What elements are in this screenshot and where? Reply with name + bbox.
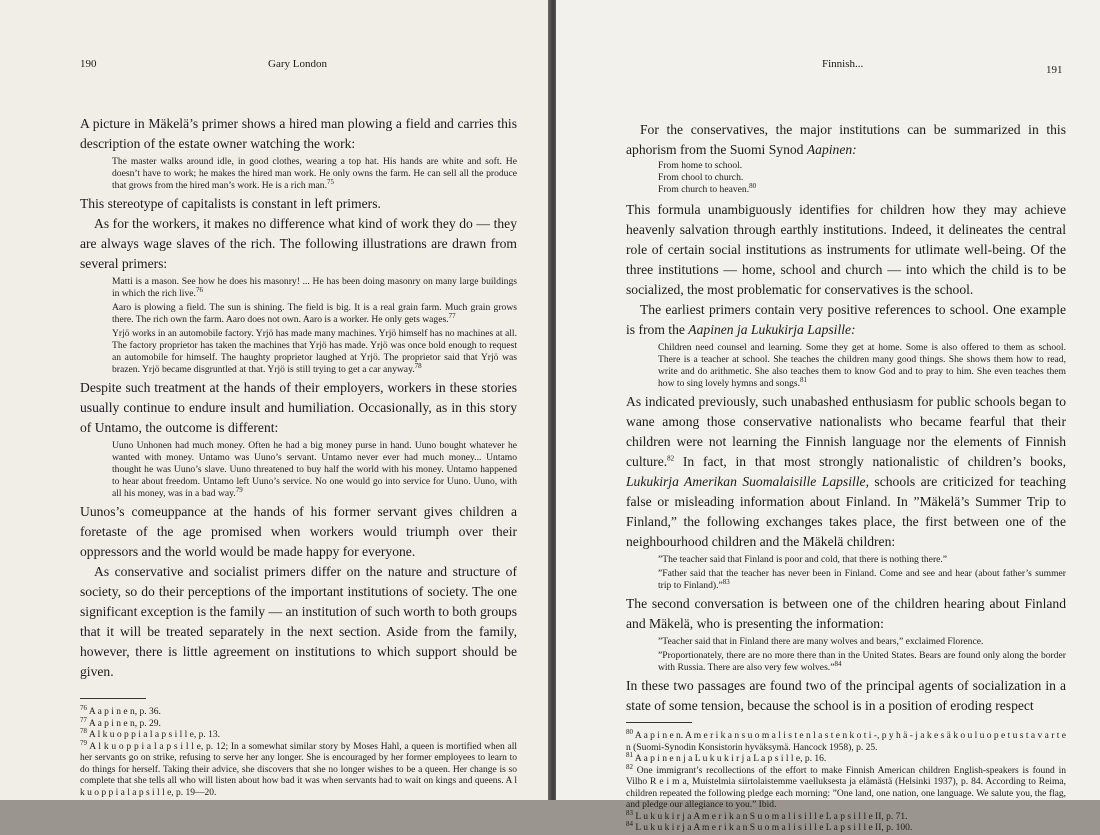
paragraph: This formula unambiguously identifies for children how they may achieve heavenly salvation through earthly institutions. Indeed, it delineates the central role of certain social institutions as instruments for utlimate well-being. Of the three institutions — home, school and church — into which the child is to be socialized, the most problematic for conservatives is the school. xyxy=(626,202,1066,297)
running-head: Finnish... xyxy=(822,58,864,70)
paragraph: Uunos’s comeuppance at the hands of his former servant gives children a foretaste of the age promised when workers would triumph over their oppressors and the world would be made happy for everyone. xyxy=(80,504,517,559)
footnote: $^{81}$ A a p i n e n j a L u k u k i r j a L a p s i l l e, p. 16. xyxy=(626,750,827,764)
paragraph: As conservative and socialist primers differ on the nature and structure of society, so do their perceptions of the important institutions of society. The one significant exception is the family — an institution of such worth to both groups that it will be treated separately in the next section. Aside from the family, however, there is little agreement on institutions to which support should be given. xyxy=(80,564,517,679)
footnote: $^{79}$ A l k u o p p i a l a p s i l l e, p. 12; In a somewhat similar story by Moses Hahl, a queen is mortified when all her servants go on strike, refusing to serve her any longer. She is encouraged by her former employees to learn to do things for herself. Taking their advice, she discovers that she no longer wishes to be a queen. Her change is so complete that she tells all who will listen about how bad it was when servants had to wait on kings and queens. A l k u o p p i a l a p s i l l e, p. 19—20. xyxy=(80,738,517,798)
page-number: 190 xyxy=(80,58,97,70)
note-ref: 81 xyxy=(800,375,808,384)
block-quote: Children need counsel and learning. Some they get at home. Some is also offered to them as school. There is a teacher at school. She teaches the children many good things. She shows them how to read, write and do arithmetic. She also teaches them to know God and to pray to him. She even teaches them how to sing lovely hymns and songs.$^{81}$ xyxy=(658,342,1066,389)
block-quote: The master walks around idle, in good clothes, wearing a top hat. His hands are white and soft. He doesn’t have to work; he makes the hired man work. He only owns the farm. He can sell all the produce that grows from the hired man’s work. He is a rich man.$^{75}$ xyxy=(112,156,517,191)
note-ref: 83 xyxy=(722,577,730,586)
running-head: Gary London xyxy=(268,58,327,70)
paragraph: The second conversation is between one of the children hearing about Finland and Mäkelä, who is presenting the information: xyxy=(626,596,1066,631)
block-quote: ”Father said that the teacher has never been in Finland. Come and see and hear (about father’s summer trip to Finland).”$^{83}$ xyxy=(658,568,1066,591)
block-quote: Matti is a mason. See how he does his masonry! ... He has been doing masonry on many large buildings in which the rich live.$^{76}$ xyxy=(112,276,517,299)
block-quote: Aaro is plowing a field. The sun is shining. The field is big. It is a real grain farm. Much grain grows there. The rich own the farm. Aaro does not own. Aaro is a worker. He only gets wages.$^{77}$ xyxy=(112,302,517,325)
footnote-rule xyxy=(80,698,146,699)
right-body xyxy=(626,120,1066,835)
note-ref: 79 xyxy=(235,485,243,494)
page-number: 191 xyxy=(1046,64,1063,76)
paragraph: Despite such treatment at the hands of their employers, workers in these stories usually continue to endure insult and humiliation. Occasionally, as in this story of Untamo, the outcome is different: xyxy=(80,380,517,435)
quote-line: From home to school. xyxy=(658,160,743,171)
left-page xyxy=(0,0,550,800)
footnote: $^{84}$ L u k u k i r j a A m e r i k a n S u o m a l i s i l l e L a p s i l l e II, p. 100. xyxy=(626,819,913,833)
quote-line: From church to heaven.$^{80}$ xyxy=(658,181,757,195)
paragraph: As indicated previously, such unabashed enthusiasm for public schools began to wane among those conservative nationalists who became fearful that their children were not learning the Finnish language nor the elements of Finnish culture.$^{82}$ In fact, in that most strongly nationalistic of children’s books, Lukukirja Amerikan Suomalaisille Lapsille, schools are criticized for teaching false or misleading information about Finland. In ”Mäkelä’s Summer Trip to Finland,” the following exchanges takes place, the first between one of the neighbourhood children and the Mäkelä children: xyxy=(626,394,1067,549)
paragraph: This stereotype of capitalists is constant in left primers. xyxy=(80,196,381,211)
note-ref: 76 xyxy=(195,285,203,294)
block-quote: ”Teacher said that in Finland there are many wolves and bears,” exclaimed Florence. xyxy=(658,636,984,647)
footnote: $^{78}$ A l k u o p p i a l a p s i l l e, p. 13. xyxy=(80,726,221,740)
note-ref: 84 xyxy=(834,659,842,668)
footnote: $^{82}$ One immigrant’s recollections of the effort to make Finnish American children English-speakers is found in Vilho R e i m a, Muistelmia siirtolaistemme vaelluksesta ja elämästä (Helsinki 1937), p. 84. According to Reima, children repeated the following pledge each morning: ”One land, one nation, one language. We salute you, the flag, and pledge our allegiance to you.” Ibid. xyxy=(626,762,1066,810)
left-body xyxy=(80,114,517,799)
footnote: $^{83}$ L u k u k i r j a A m e r i k a n S u o m a l i s i l l e L a p s i l l e II, p. 71. xyxy=(626,808,908,822)
paragraph: For the conservatives, the major institutions can be summarized in this aphorism from the Suomi Synod Aapinen: xyxy=(626,122,1066,157)
right-page xyxy=(556,0,1100,833)
block-quote: ”Proportionately, there are no more there than in the United States. Bears are found only along the border with Russia. There are also very few wolves.”$^{84}$ xyxy=(658,650,1066,673)
footnote: $^{80}$ A a p i n e n. A m e r i k a n s u o m a l i s t e n l a s t e n k o t i -, p y h ä - j a k e s ä k o u l u o p e t u s t a v a r t e n (Suomi-Synodin Konsistorin hyväksymä. Hancock 1958), p. 25. xyxy=(626,727,1066,753)
block-quote: ”The teacher said that Finland is poor and cold, that there is nothing there.” xyxy=(658,554,948,565)
block-quote: Uuno Unhonen had much money. Often he had a big money purse in hand. Uuno bought whatever he wanted with money. Untamo was Uuno’s servant. Untamo never ever had much money... Untamo thought he was Uuno’s slave. Uuno threatened to buy half the world with his money. Untamo happened to hear about freedom. Untamo left Uuno’s service. No one would go into service for Uuno. Uuno, with all his money, was in a bad way.$^{79}$ xyxy=(112,440,517,499)
quote-line: From chool to church. xyxy=(658,172,744,183)
note-ref: 77 xyxy=(448,311,456,320)
note-ref: 78 xyxy=(414,361,422,370)
block-quote: Yrjö works in an automobile factory. Yrjö has made many machines. Yrjö himself has no machines at all. The factory proprietor has taken the machines that Yrjö has made. Yrjö was once bold enough to request an automobile for himself. The haughty proprietor laughed at Yrjö. The proprietor said that Yrjö was brazen. Yrjö became disgruntled at that. Yrjö is still trying to get a car anyway.$^{78}$ xyxy=(112,328,517,375)
footnote: $^{76}$ A a p i n e n, p. 36. xyxy=(80,703,161,717)
footnote: $^{77}$ A a p i n e n, p. 29. xyxy=(80,715,161,729)
paragraph: The earliest primers contain very positive references to school. One example is from the Aapinen ja Lukukirja Lapsille: xyxy=(626,302,1066,337)
paragraph: A picture in Mäkelä’s primer shows a hired man plowing a field and carries this description of the estate owner watching the work: xyxy=(80,116,517,151)
paragraph: In these two passages are found two of the principal agents of socialization in a state of some tension, because the school is in a position of eroding respect xyxy=(626,678,1066,713)
note-ref: 80 xyxy=(749,181,757,190)
footnote-rule xyxy=(626,722,692,723)
paragraph: As for the workers, it makes no difference what kind of work they do — they are always wage slaves of the rich. The following illustrations are drawn from several primers: xyxy=(80,216,517,271)
note-ref: 75 xyxy=(327,177,335,186)
